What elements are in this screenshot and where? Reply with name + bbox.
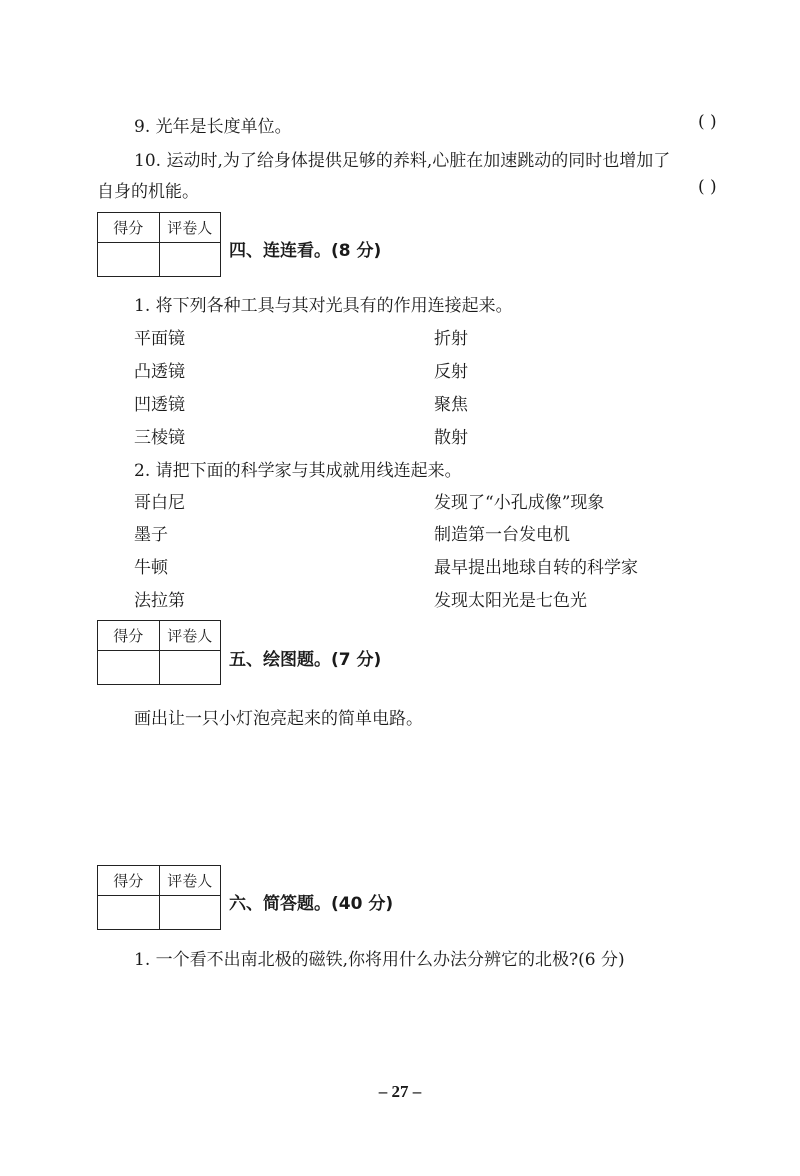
score-header: 得分 xyxy=(98,213,160,243)
scientist-item[interactable]: 牛顿 xyxy=(134,558,168,578)
achievement-item[interactable]: 最早提出地球自转的科学家 xyxy=(434,558,638,578)
answer-area[interactable] xyxy=(97,978,737,1068)
effect-item[interactable]: 聚焦 xyxy=(434,395,468,415)
tool-item[interactable]: 凸透镜 xyxy=(134,362,185,382)
grader-cell[interactable] xyxy=(159,651,221,685)
grader-header: 评卷人 xyxy=(159,621,221,651)
scientist-item[interactable]: 哥白尼 xyxy=(134,493,185,513)
score-table-section5 xyxy=(97,620,221,685)
score-cell[interactable] xyxy=(98,651,160,685)
question-9: 9. 光年是长度单位。 xyxy=(134,117,292,137)
score-header: 得分 xyxy=(98,621,160,651)
section4-title: 四、连连看。(8 分) xyxy=(229,241,382,261)
drawing-area[interactable] xyxy=(97,735,737,855)
grader-cell[interactable] xyxy=(159,896,221,930)
scientist-item[interactable]: 法拉第 xyxy=(134,591,185,611)
section4-q1-prompt: 1. 将下列各种工具与其对光具有的作用连接起来。 xyxy=(134,296,513,316)
effect-item[interactable]: 折射 xyxy=(434,329,468,349)
grader-cell[interactable] xyxy=(159,243,221,277)
question-10-line1: 10. 运动时,为了给身体提供足够的养料,心脏在加速跳动的同时也增加了 xyxy=(134,151,671,171)
answer-bracket-q9[interactable]: ( ) xyxy=(698,112,717,132)
section5-prompt: 画出让一只小灯泡亮起来的简单电路。 xyxy=(134,709,423,729)
score-table-section4 xyxy=(97,212,221,277)
question-10-line2: 自身的机能。 xyxy=(97,182,199,202)
scientist-item[interactable]: 墨子 xyxy=(134,525,168,545)
achievement-item[interactable]: 发现太阳光是七色光 xyxy=(434,591,587,611)
grader-header: 评卷人 xyxy=(159,866,221,896)
tool-item[interactable]: 平面镜 xyxy=(134,329,185,349)
score-cell[interactable] xyxy=(98,243,160,277)
achievement-item[interactable]: 制造第一台发电机 xyxy=(434,525,570,545)
score-header: 得分 xyxy=(98,866,160,896)
answer-bracket-q10[interactable]: ( ) xyxy=(698,177,717,197)
section6-title: 六、简答题。(40 分) xyxy=(229,894,394,914)
score-table-section6 xyxy=(97,865,221,930)
tool-item[interactable]: 凹透镜 xyxy=(134,395,185,415)
achievement-item[interactable]: 发现了“小孔成像”现象 xyxy=(434,493,605,513)
score-cell[interactable] xyxy=(98,896,160,930)
tool-item[interactable]: 三棱镜 xyxy=(134,428,185,448)
effect-item[interactable]: 反射 xyxy=(434,362,468,382)
grader-header: 评卷人 xyxy=(159,213,221,243)
section4-q2-prompt: 2. 请把下面的科学家与其成就用线连起来。 xyxy=(134,461,462,481)
page-number: – 27 – xyxy=(378,1082,422,1101)
effect-item[interactable]: 散射 xyxy=(434,428,468,448)
section6-q1: 1. 一个看不出南北极的磁铁,你将用什么办法分辨它的北极?(6 分) xyxy=(134,950,625,970)
section5-title: 五、绘图题。(7 分) xyxy=(229,650,382,670)
